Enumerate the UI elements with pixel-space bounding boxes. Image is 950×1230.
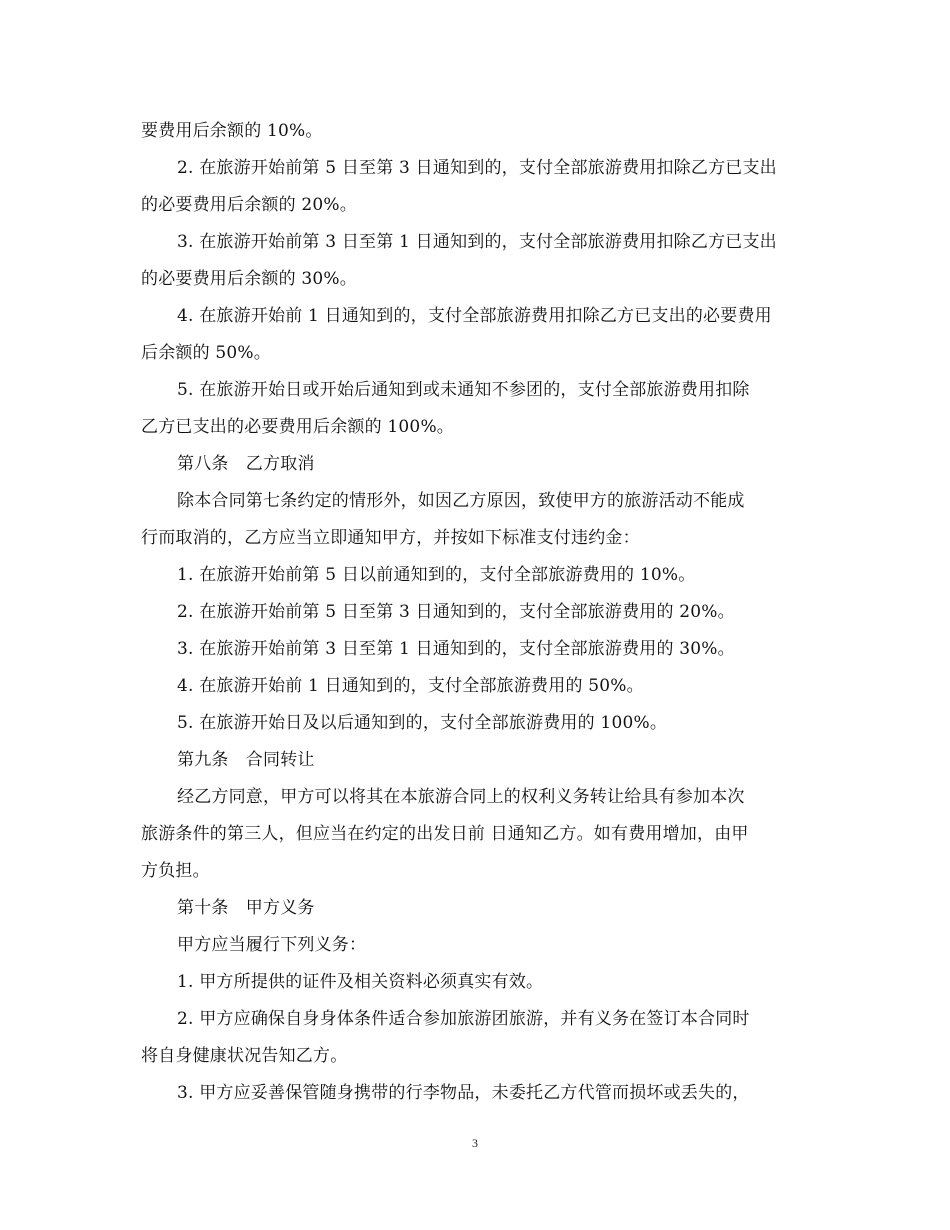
paragraph-line: 3. 在旅游开始前第 3 日至第 1 日通知到的，支付全部旅游费用扣除乙方已支出: [177, 232, 777, 252]
paragraph-line: 甲方应当履行下列义务：: [177, 935, 367, 955]
paragraph-line: 乙方已支出的必要费用后余额的 100%。: [141, 417, 455, 437]
paragraph-line: 2. 甲方应确保自身身体条件适合参加旅游团旅游，并有义务在签订本合同时: [177, 1009, 750, 1029]
paragraph-line: 的必要费用后余额的 30%。: [141, 269, 357, 289]
paragraph-line: 5. 在旅游开始日及以后通知到的，支付全部旅游费用的 100%。: [177, 713, 668, 733]
paragraph-line: 第九条 合同转让: [177, 750, 315, 770]
paragraph-line: 要费用后余额的 10%。: [141, 121, 323, 141]
paragraph-line: 后余额的 50%。: [141, 343, 271, 363]
paragraph-line: 2. 在旅游开始前第 5 日至第 3 日通知到的，支付全部旅游费用的 20%。: [177, 602, 735, 622]
paragraph-line: 5. 在旅游开始日或开始后通知到或未通知不参团的，支付全部旅游费用扣除: [177, 380, 750, 400]
paragraph-line: 行而取消的，乙方应当立即通知甲方，并按如下标准支付违约金：: [141, 528, 640, 548]
paragraph-line: 旅游条件的第三人，但应当在约定的出发日前 日通知乙方。如有费用增加，由甲: [141, 824, 749, 844]
paragraph-line: 方负担。: [141, 861, 210, 881]
paragraph-line: 4. 在旅游开始前 1 日通知到的，支付全部旅游费用的 50%。: [177, 676, 644, 696]
paragraph-line: 将自身健康状况告知乙方。: [141, 1046, 348, 1066]
paragraph-line: 第八条 乙方取消: [177, 454, 315, 474]
paragraph-line: 1. 在旅游开始前第 5 日以前通知到的，支付全部旅游费用的 10%。: [177, 565, 696, 585]
document-body: [141, 113, 813, 1112]
paragraph-line: 3. 甲方应妥善保管随身携带的行李物品，未委托乙方代管而损坏或丢失的，: [177, 1083, 750, 1103]
paragraph-line: 2. 在旅游开始前第 5 日至第 3 日通知到的，支付全部旅游费用扣除乙方已支出: [177, 158, 777, 178]
paragraph-line: 第十条 甲方义务: [177, 898, 315, 918]
paragraph-line: 的必要费用后余额的 20%。: [141, 195, 357, 215]
paragraph-line: 除本合同第七条约定的情形外，如因乙方原因，致使甲方的旅游活动不能成: [177, 491, 745, 511]
page-number: 3: [472, 1136, 478, 1150]
paragraph-line: 经乙方同意，甲方可以将其在本旅游合同上的权利义务转让给具有参加本次: [177, 787, 745, 807]
paragraph-line: 1. 甲方所提供的证件及相关资料必须真实有效。: [177, 972, 544, 992]
paragraph-line: 4. 在旅游开始前 1 日通知到的，支付全部旅游费用扣除乙方已支出的必要费用: [177, 306, 772, 326]
paragraph-line: 3. 在旅游开始前第 3 日至第 1 日通知到的，支付全部旅游费用的 30%。: [177, 639, 735, 659]
